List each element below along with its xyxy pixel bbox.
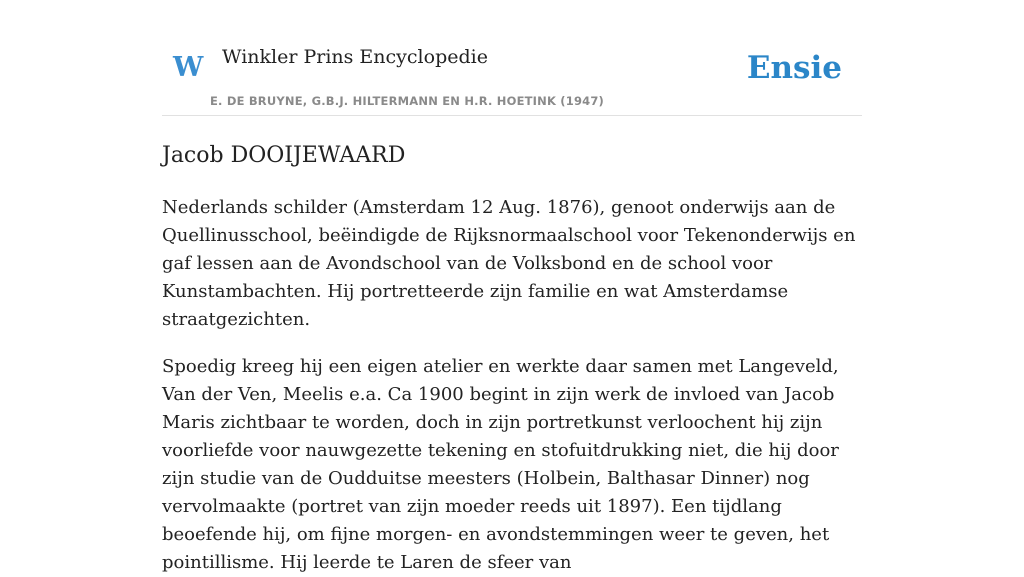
paragraph: Spoedig kreeg hij een eigen atelier en werkte daar samen met Langeveld, Van der Ven, Meelis e.a. Ca 1900 begint in zijn werk de invloed van Jacob Maris zichtbaar te worden, doch in zijn portretkunst verloochent hij zijn voorliefde voor nauwgezette tekening en stofuitdrukking niet, die hij door zijn studie van de Oudduitse meesters (Holbein, Balthasar Dinner) nog vervolmaakte (portret van zijn moeder reeds uit 1897). Een tijdlang beoefende hij, om fijne morgen- en avondstemmingen weer te geven, het pointillisme. Hij leerde te Laren de sfeer van: [162, 356, 839, 573]
paragraph: Nederlands schilder (Amsterdam 12 Aug. 1876), genoot onderwijs aan de Quellinusschool, beëindigde de Rijksnormaalschool voor Tekenonderwijs en gaf lessen aan de Avondschool van de Volksbond en de school voor Kunstambachten. Hij portretteerde zijn familie en wat Amsterdamse straatgezichten.: [162, 197, 856, 330]
logo-w[interactable]: W: [173, 52, 204, 83]
ensie-logo[interactable]: Ensie: [746, 50, 842, 86]
site-title-link[interactable]: Winkler Prins Encyclopedie: [222, 46, 488, 68]
entry-body: [162, 194, 862, 577]
entry-title: Jacob DOOIJEWAARD: [162, 143, 406, 168]
content-container: [162, 0, 862, 577]
authors-line: E. DE BRUYNE, G.B.J. HILTERMANN EN H.R. HOETINK (1947): [210, 94, 605, 108]
site-header: [162, 0, 862, 116]
